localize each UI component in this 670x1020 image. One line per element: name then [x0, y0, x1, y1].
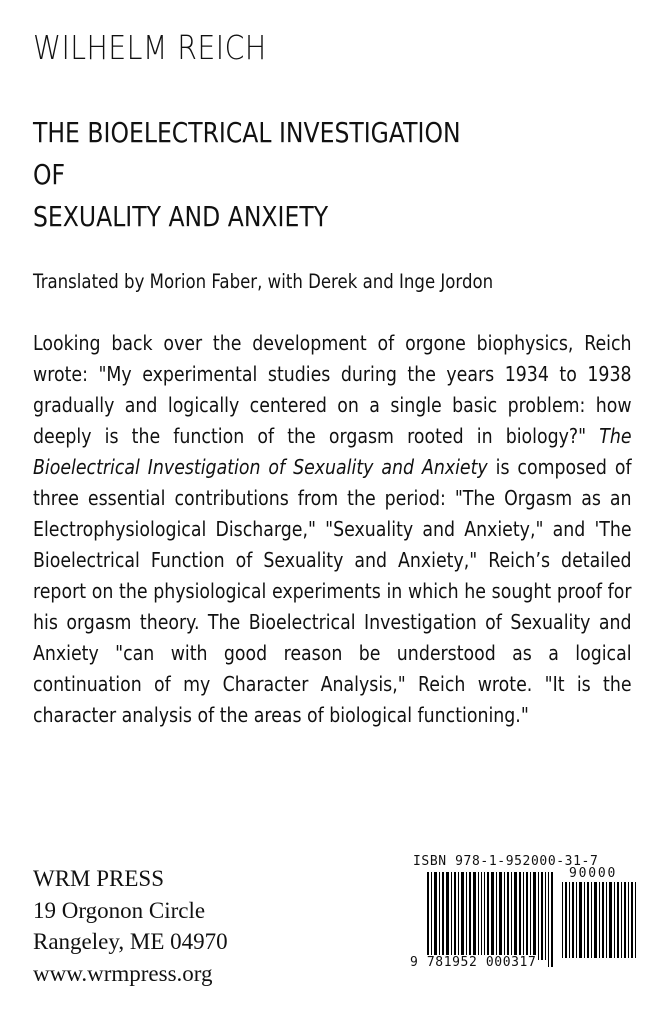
book-title — [33, 112, 461, 238]
author-name: WILHELM REICH — [33, 28, 267, 67]
barcode-addon-number: 90000 — [569, 866, 618, 881]
blurb-paragraph — [33, 328, 632, 731]
publisher-website: www.wrmpress.org — [33, 960, 213, 986]
translator-credit: Translated by Morion Faber, with Derek and Inge Jordon — [33, 270, 494, 293]
barcode-human-readable: 9 781952 000317 — [410, 955, 537, 970]
blurb-text-2: is composed of three essential contributions from the period: "The Orgasm as an Electrophysiological Discharge," "Sexuality and Anxiety," and 'The Bioelectrical Function of Sexuality and Anxiety," Reich’s detailed report on the physiological experiments in which he sought proof for his orgasm theory. The Bioelectrical Investigation of Sexuality and Anxiety "can with good reason be understood as a logical continuation of my Character Analysis," Reich wrote. "It is the character analysis of the areas of biological functioning." — [33, 455, 632, 727]
blurb-text-1: Looking back over the development of orgone biophysics, Reich wrote: "My experimental studies during the years 1934 to 1938 gradually and logically centered on a single basic problem: how deeply is the function of the orgasm rooted in biology?" — [33, 331, 632, 448]
publisher-name: WRM PRESS — [33, 866, 165, 891]
blurb-italic-title: The Bioelectrical Investigation of Sexuality and Anxiety — [33, 424, 632, 479]
title-line-1: THE BIOELECTRICAL INVESTIGATION — [33, 116, 461, 149]
publisher-block — [33, 863, 228, 989]
title-line-2: OF — [33, 158, 66, 191]
publisher-address-2: Rangeley, ME 04970 — [33, 929, 228, 954]
publisher-address-1: 19 Orgonon Circle — [33, 897, 206, 923]
title-line-3: SEXUALITY AND ANXIETY — [33, 200, 329, 233]
isbn-label: ISBN 978-1-952000-31-7 — [413, 854, 599, 869]
